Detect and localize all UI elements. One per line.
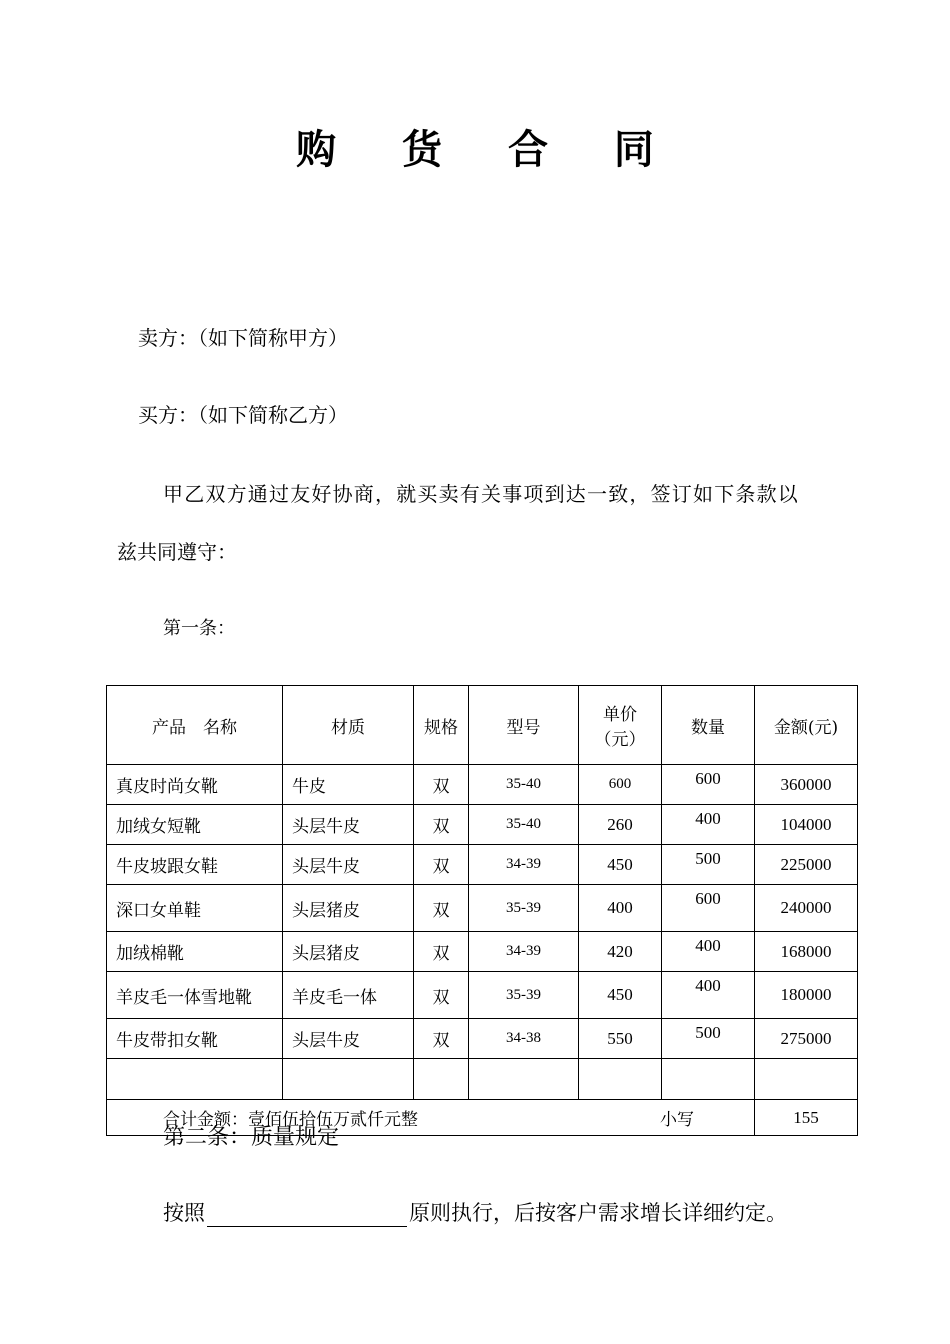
small-amount-value: 155 — [755, 1100, 858, 1136]
cell-qty: 400 — [662, 805, 755, 845]
table-row — [107, 972, 858, 1019]
cell-material: 头层牛皮 — [283, 845, 414, 885]
intro-text-line-2: 兹共同遵守： — [117, 540, 237, 564]
cell-model: 35-39 — [469, 972, 579, 1019]
cell-qty: 400 — [662, 932, 755, 972]
table-row — [107, 932, 858, 972]
cell-amount: 104000 — [755, 805, 858, 845]
cell-qty: 600 — [662, 765, 755, 805]
cell-name: 牛皮带扣女靴 — [107, 1019, 283, 1059]
empty-cell — [662, 1059, 755, 1100]
header-unit-price — [579, 686, 662, 765]
cell-model: 34-39 — [469, 932, 579, 972]
empty-cell — [755, 1059, 858, 1100]
cell-spec: 双 — [414, 885, 469, 932]
cell-spec: 双 — [414, 845, 469, 885]
table-row — [107, 1019, 858, 1059]
cell-price: 420 — [579, 932, 662, 972]
table-header-row — [107, 686, 858, 765]
header-amount: 金额(元) — [755, 686, 858, 765]
header-unit-price-line1: 单价 — [603, 705, 637, 725]
header-quantity: 数量 — [662, 686, 755, 765]
cell-amount: 360000 — [755, 765, 858, 805]
cell-amount: 180000 — [755, 972, 858, 1019]
empty-cell — [579, 1059, 662, 1100]
cell-name: 加绒棉靴 — [107, 932, 283, 972]
cell-material: 羊皮毛一体 — [283, 972, 414, 1019]
rule-prefix: 按照 — [163, 1201, 205, 1225]
cell-price: 400 — [579, 885, 662, 932]
cell-qty: 400 — [662, 972, 755, 1019]
quality-rule-line — [163, 1197, 787, 1227]
cell-name: 加绒女短靴 — [107, 805, 283, 845]
empty-cell — [469, 1059, 579, 1100]
small-amount-label: 小写 — [660, 1110, 694, 1130]
cell-model: 35-40 — [469, 765, 579, 805]
total-amount-label: 合计金额：壹佰伍拾伍万贰仟元整 — [163, 1110, 418, 1130]
cell-material: 头层牛皮 — [283, 1019, 414, 1059]
cell-spec: 双 — [414, 972, 469, 1019]
cell-price: 450 — [579, 845, 662, 885]
table-row — [107, 885, 858, 932]
cell-price: 450 — [579, 972, 662, 1019]
table-row — [107, 845, 858, 885]
cell-name: 羊皮毛一体雪地靴 — [107, 972, 283, 1019]
header-unit-price-line2: （元） — [594, 730, 646, 750]
intro-text-line-1: 甲乙双方通过友好协商，就买卖有关事项到达一致，签订如下条款以 — [163, 482, 799, 506]
empty-cell — [414, 1059, 469, 1100]
cell-price: 550 — [579, 1019, 662, 1059]
cell-name: 牛皮坡跟女鞋 — [107, 845, 283, 885]
cell-model: 35-39 — [469, 885, 579, 932]
cell-amount: 275000 — [755, 1019, 858, 1059]
header-spec: 规格 — [414, 686, 469, 765]
cell-amount: 240000 — [755, 885, 858, 932]
cell-model: 35-40 — [469, 805, 579, 845]
cell-model: 34-38 — [469, 1019, 579, 1059]
article-2-heading: 第二条：质量规定 — [163, 1125, 340, 1150]
cell-qty: 500 — [662, 1019, 755, 1059]
cell-spec: 双 — [414, 932, 469, 972]
cell-spec: 双 — [414, 805, 469, 845]
cell-amount: 225000 — [755, 845, 858, 885]
cell-name: 深口女单鞋 — [107, 885, 283, 932]
cell-qty: 600 — [662, 885, 755, 932]
cell-amount: 168000 — [755, 932, 858, 972]
header-product-name: 产品 名称 — [107, 686, 283, 765]
cell-material: 头层猪皮 — [283, 885, 414, 932]
empty-cell — [283, 1059, 414, 1100]
rule-blank-field[interactable] — [207, 1204, 407, 1227]
goods-table — [106, 685, 858, 1136]
cell-price: 260 — [579, 805, 662, 845]
article-1-heading: 第一条： — [163, 618, 235, 639]
rule-suffix: 原则执行，后按客户需求增长详细约定。 — [409, 1201, 787, 1225]
cell-price: 600 — [579, 765, 662, 805]
cell-name: 真皮时尚女靴 — [107, 765, 283, 805]
buyer-line: 买方：（如下简称乙方） — [138, 403, 348, 427]
cell-model: 34-39 — [469, 845, 579, 885]
cell-qty: 500 — [662, 845, 755, 885]
table-row — [107, 765, 858, 805]
cell-spec: 双 — [414, 765, 469, 805]
empty-cell — [107, 1059, 283, 1100]
table-row-empty — [107, 1059, 858, 1100]
header-material: 材质 — [283, 686, 414, 765]
cell-material: 头层牛皮 — [283, 805, 414, 845]
cell-spec: 双 — [414, 1019, 469, 1059]
cell-material: 头层猪皮 — [283, 932, 414, 972]
header-model: 型号 — [469, 686, 579, 765]
cell-material: 牛皮 — [283, 765, 414, 805]
seller-line: 卖方：（如下简称甲方） — [138, 326, 348, 350]
table-row — [107, 805, 858, 845]
contract-title: 购 货 合 同 — [296, 127, 680, 173]
